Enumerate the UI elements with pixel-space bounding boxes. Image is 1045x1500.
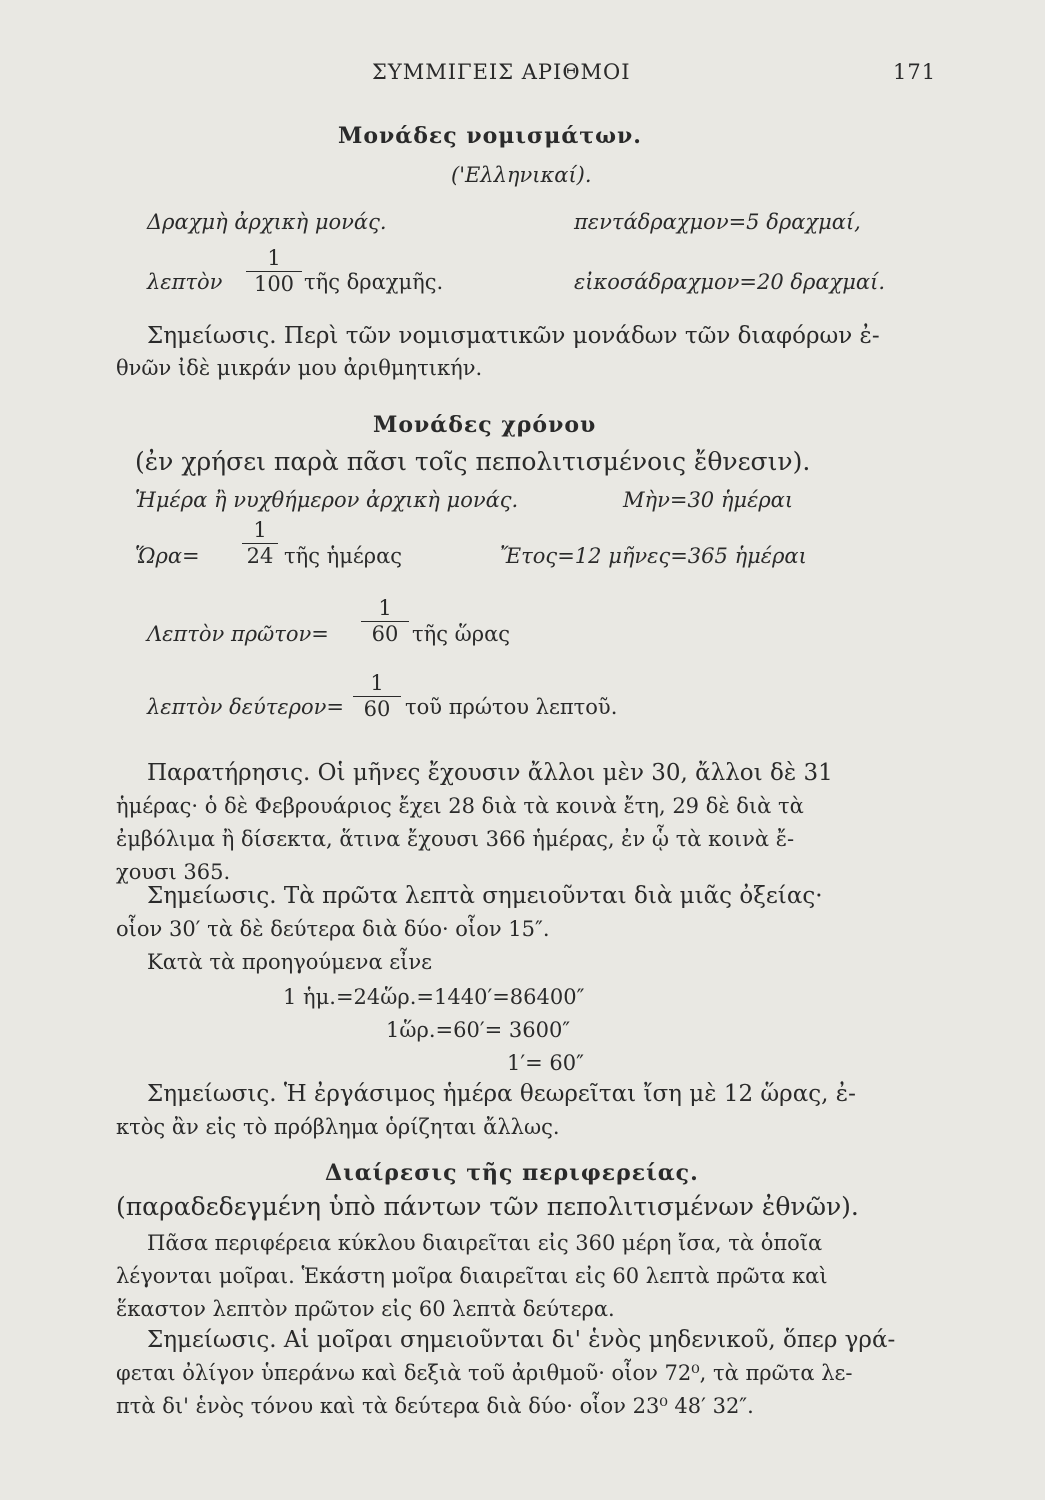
equation-day: 1 ἡμ.=24ὥρ.=1440′=86400″ [283,985,585,1009]
hour-numerator: 1 [253,518,267,542]
note2-line: Κατὰ τὰ προηγούμενα εἶνε [147,950,433,974]
minute-label: Λεπτὸν πρῶτον= [147,622,329,646]
pentadrachmon-line: πεντάδραχμον=5 δραχμαί, [574,210,861,234]
lepton-numerator: 1 [267,246,281,270]
note2-line: Σημείωσις. Τὰ πρῶτα λεπτὰ σημειοῦνται διὰ μιᾶς ὀξείας· [147,883,823,909]
circle-line: λέγονται μοῖραι. Ἑκάστη μοῖρα διαιρεῖται εἰς 60 λεπτὰ πρῶτα καὶ [116,1264,828,1288]
second-denominator: 60 [363,697,391,721]
year-line: Ἔτος=12 μῆνες=365 ἡμέραι [500,544,807,568]
note2-line: οἷον 30′ τὰ δὲ δεύτερα διὰ δύο· οἷον 15″. [116,917,550,941]
note3-line: Σημείωσις. Ἡ ἐργάσιμος ἡμέρα θεωρεῖται ἴση μὲ 12 ὥρας, ἐ- [147,1081,856,1107]
lepton-suffix: τῆς δραχμῆς. [304,270,444,294]
second-fraction [353,673,401,720]
observation-line: ἡμέρας· ὁ δὲ Φεβρουάριος ἔχει 28 διὰ τὰ κοινὰ ἔτη, 29 δὲ διὰ τὰ [116,794,804,818]
drachma-line: Δραχμὴ ἀρχικὴ μονάς. [147,210,387,234]
coins-note-line1: Σημείωσις. Περὶ τῶν νομισματικῶν μονάδων τῶν διαφόρων ἐ- [147,323,880,349]
second-label: λεπτὸν δεύτερον= [147,695,344,719]
day-line: Ἡμέρα ἢ νυχθήμερον ἀρχικὴ μονάς. [135,488,519,512]
observation-line: Παρατήρησις. Οἱ μῆνες ἔχουσιν ἄλλοι μὲν 30, ἄλλοι δὲ 31 [147,760,833,786]
circle-line: ἕκαστον λεπτὸν πρῶτον εἰς 60 λεπτὰ δεύτερα. [116,1297,615,1321]
observation-line: ἐμβόλιμα ἢ δίσεκτα, ἅτινα ἔχουσι 366 ἡμέρας, ἐν ᾧ τὰ κοινὰ ἔ- [116,827,795,851]
coins-note-line2: θνῶν ἰδὲ μικράν μου ἀριθμητικήν. [116,356,483,380]
second-numerator: 1 [370,671,384,695]
observation-paragraph [116,757,916,889]
circle-note-line: πτὰ δι' ἑνὸς τόνου καὶ τὰ δεύτερα διὰ δύο· οἷον 23⁰ 48′ 32″. [116,1394,754,1418]
second-suffix: τοῦ πρώτου λεπτοῦ. [405,695,618,719]
hour-suffix: τῆς ἡμέρας [284,544,403,568]
time-heading: Μονάδες χρόνου [373,412,597,438]
hour-label: Ὥρα= [135,544,200,568]
page-number: 171 [893,60,937,84]
lepton-denominator: 100 [253,272,295,296]
circle-note-paragraph [116,1324,916,1423]
hour-denominator: 24 [246,544,274,568]
note2-paragraph [116,880,916,979]
circle-line: Πᾶσα περιφέρεια κύκλου διαιρεῖται εἰς 360 μέρη ἴσα, τὰ ὁποῖα [147,1231,823,1255]
circle-subheading: (παραδεδεγμένη ὑπὸ πάντων τῶν πεπολιτισμένων ἐθνῶν). [116,1192,859,1221]
running-title: ΣΥΜΜΙΓΕΙΣ ΑΡΙΘΜΟΙ [372,60,631,84]
observation-line: χουσι 365. [116,860,231,884]
minute-fraction [361,598,409,645]
eikosadrachmon-line: εἰκοσάδραχμον=20 δραχμαί. [574,270,886,294]
circle-note-line: Σημείωσις. Αἱ μοῖραι σημειοῦνται δι' ἑνὸς μηδενικοῦ, ὅπερ γρά- [147,1327,896,1353]
note3-line: κτὸς ἂν εἰς τὸ πρόβλημα ὁρίζηται ἄλλως. [116,1115,560,1139]
coins-heading: Μονάδες νομισμάτων. [338,123,642,149]
lepton-label: λεπτὸν [147,270,223,294]
month-line: Μὴν=30 ἡμέραι [623,488,794,512]
circle-note-line: φεται ὀλίγον ὑπεράνω καὶ δεξιὰ τοῦ ἀριθμοῦ· οἷον 72⁰, τὰ πρῶτα λε- [116,1361,853,1385]
equation-minute: 1′= 60″ [507,1051,584,1075]
circle-heading: Διαίρεσις τῆς περιφερείας. [325,1160,699,1186]
lepton-fraction [246,248,302,295]
note3-paragraph [116,1078,916,1144]
minute-denominator: 60 [371,622,399,646]
time-usage: (ἐν χρήσει παρὰ πᾶσι τοῖς πεπολιτισμένοις ἔθνεσιν). [135,447,811,476]
circle-paragraph [116,1227,916,1326]
equation-hour: 1ὥρ.=60′= 3600″ [386,1018,571,1042]
minute-suffix: τῆς ὥρας [412,622,511,646]
minute-numerator: 1 [378,596,392,620]
coins-subheading: ('Ελληνικαί). [451,163,592,187]
hour-fraction [242,520,278,567]
